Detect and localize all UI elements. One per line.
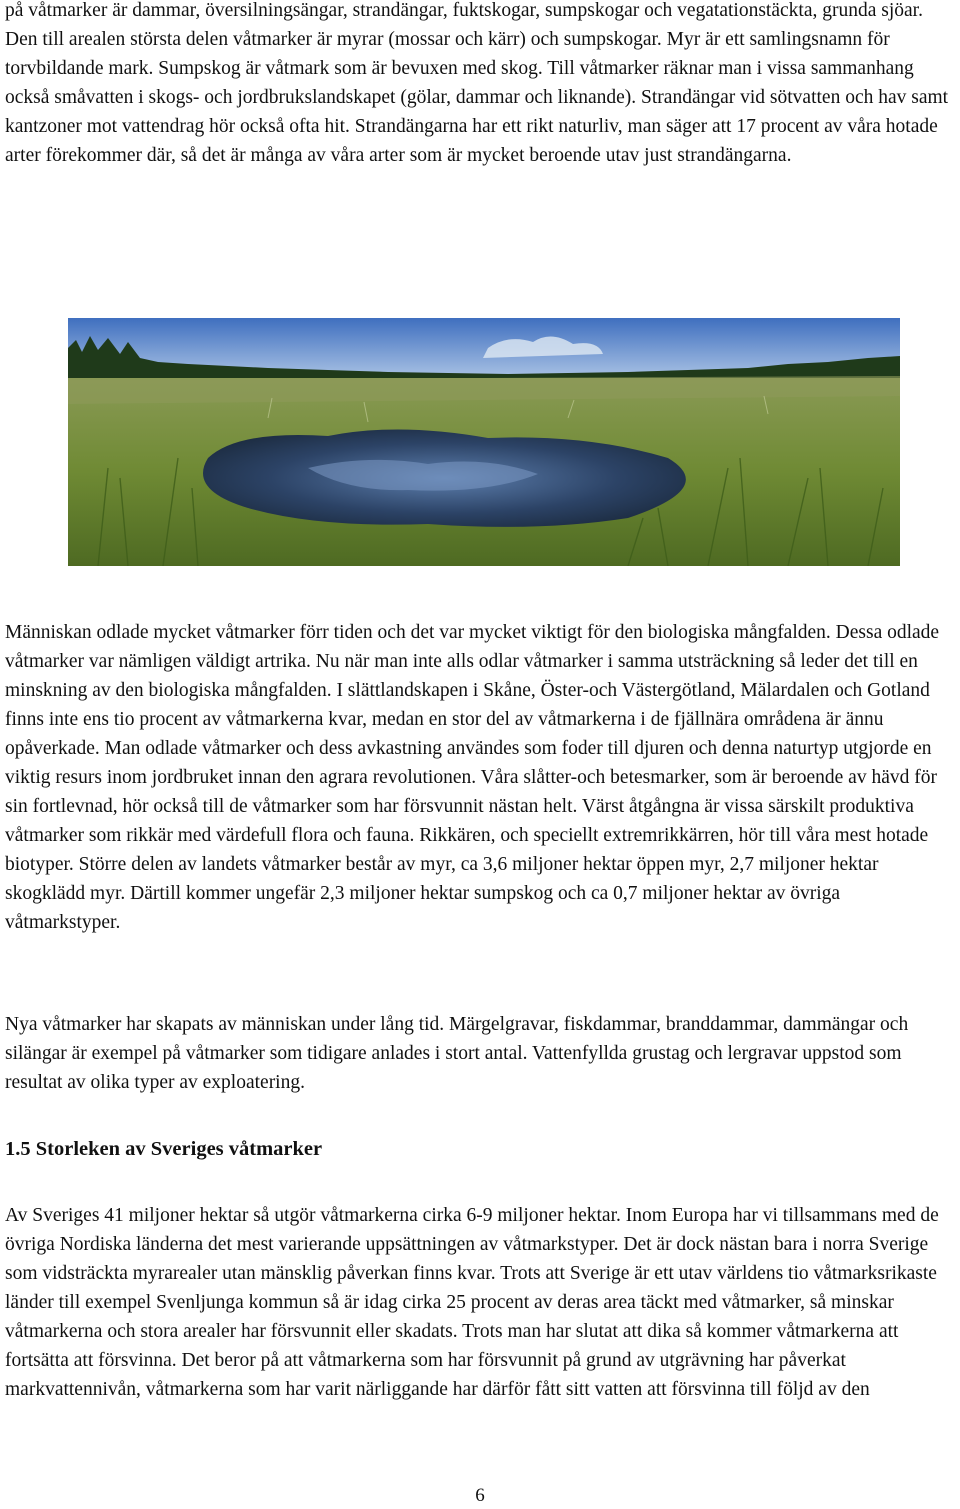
paragraph-new-wetlands: Nya våtmarker har skapats av människan under lång tid. Märgelgravar, fiskdammar, branddammar, dammängar och silängar är exempel på våtmarker som tidigare anlades i stort antal. Vattenfyllda grustag och lergravar uppstod som resultat av olika typer av exploatering. xyxy=(5,1014,909,1093)
paragraph-wetland-types: på våtmarker är dammar, översilningsängar, strandängar, fuktskogar, sumpskogar och vegatationstäckta, grunda sjöar. Den till arealen största delen våtmarker är myrar (mossar och kärr) och sumpskogar. Myr är ett samlingsnamn för torvbildande mark. Sumpskog är våtmark som är bevuxen med skog. Till våtmarker räknar man i vissa sammanhang också småvatten i skogs- och jordbrukslandskapet (gölar, dammar och liknande). Strandängar vid sötvatten och hav samt kantzoner mot vattendrag hör också ofta hit. Strandängarna har ett rikt naturliv, man säger att 17 procent av våra hotade arter förekommer där, så det är många av våra arter som är mycket beroende utav just strandängarna. xyxy=(5,0,949,166)
paragraph-wetland-size: Av Sveriges 41 miljoner hektar så utgör våtmarkerna cirka 6-9 miljoner hektar. Inom Europa har vi tillsammans med de övriga Nordiska länderna det mest varierande uppsättningen av våtmarkstyper. Det är dock nästan bara i norra Sverige som vidsträckta myrarealer utan mänsklig påverkan finns kvar. Trots att Sverige är ett utav världens tio våtmarksrikaste länder till exempel Svenljunga kommun så är idag cirka 25 procent av deras area täckt med våtmarker, så minskar våtmarkerna och stora arealer har försvunnit eller skadats. Trots man har slutat att dika så kommer våtmarkerna att fortsätta att försvinna. Det beror på att våtmarkerna som har försvunnit på grund av utgrävning har påverkat markvattennivån, våtmarkerna som har varit närliggande har därför fått sitt vatten att försvinna till följd av den xyxy=(5,1205,939,1400)
paragraph-human-cultivation: Människan odlade mycket våtmarker förr tiden och det var mycket viktigt för den biologiska mångfalden. Dessa odlade våtmarker var nämligen väldigt artrika. Nu när man inte alls odlar våtmarker i samma utsträckning så leder det till en minskning av den biologiska mångfalden. I slättlandskapen i Skåne, Öster-och Västergötland, Mälardalen och Gotland finns inte ens tio procent av våtmarkerna kvar, medan en stor del av våtmarkerna i de fjällnära områdena är ännu opåverkade. Man odlade våtmarker och dess avkastning användes som foder till djuren och denna naturtyp utgjorde en viktig resurs inom jordbruket innan den agrara revolutionen. Våra slåtter-och betesmarker, som är beroende av hävd för sin fortlevnad, hör också till de våtmarker som har försvunnit nästan helt. Värst åtgångna är vissa särskilt produktiva våtmarker som rikkär med värdefull flora och fauna. Rikkären, och speciellt extremrikkärren, hör till våra mest hotade biotyper. Större delen av landets våtmarker består av myr, ca 3,6 miljoner hektar öppen myr, 2,7 miljoner hektar skogklädd myr. Därtill kommer ungefär 2,3 miljoner hektar sumpskog och ca 0,7 miljoner hektar av övriga våtmarkstyper. xyxy=(5,622,940,933)
section-heading: 1.5 Storleken av Sveriges våtmarker xyxy=(5,1138,323,1160)
page-number: 6 xyxy=(475,1485,485,1506)
wetland-photo xyxy=(68,318,900,566)
